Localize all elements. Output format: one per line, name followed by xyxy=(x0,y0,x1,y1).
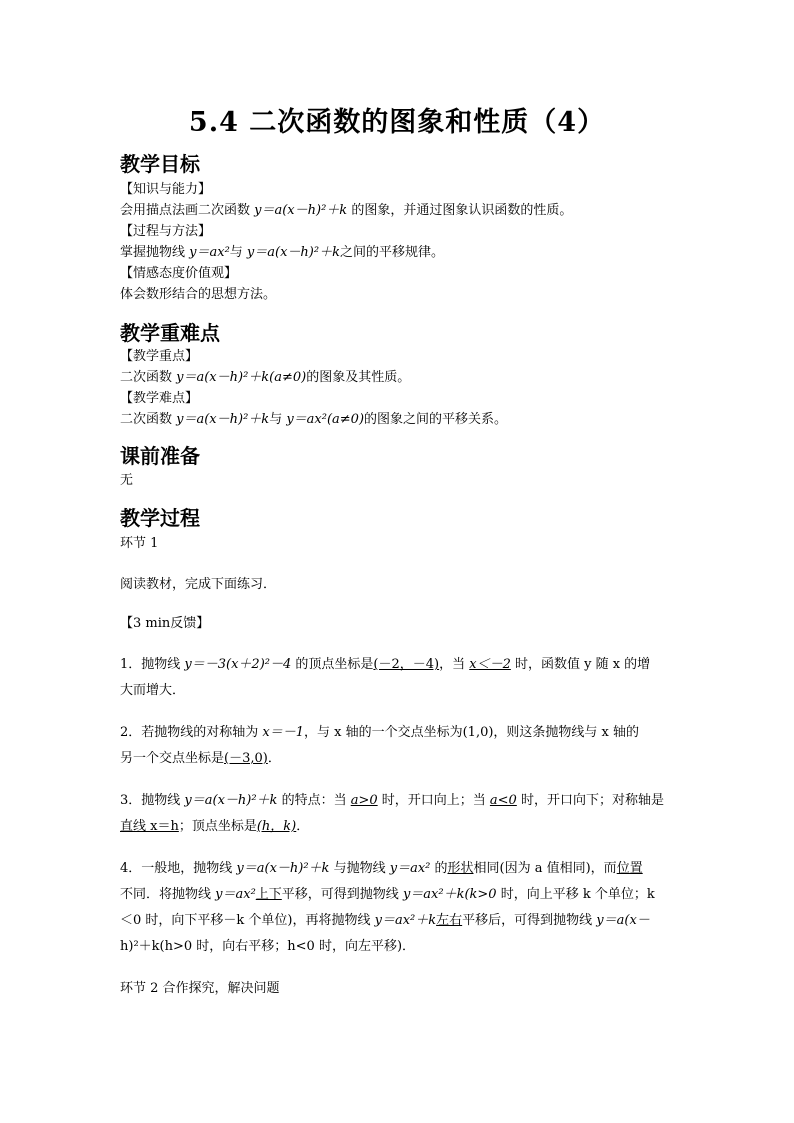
question-4-line-4: h)²＋k(h>0 时，向右平移；h<0 时，向左平移)． xyxy=(120,939,416,954)
difficulty-label: 【教学难点】 xyxy=(120,391,199,406)
question-2-line-2: 另一个交点坐标是(－3,0)． xyxy=(120,751,281,766)
question-4-line-1: 4．一般地，抛物线 y＝a(x－h)²＋k 与抛物线 y＝ax² 的形状相同(因为 a 值相同)，而位置 xyxy=(120,861,643,876)
link-2-label: 环节 2 合作探究，解决问题 xyxy=(120,981,280,996)
focus-label: 【教学重点】 xyxy=(120,349,199,364)
question-4-line-3: ＜0 时，向下平移－k 个单位)，再将抛物线 y＝ax²＋k左右平移后，可得到抛物线 y＝a(x－ xyxy=(120,913,650,928)
method-text: 掌握抛物线 y＝ax²与 y＝a(x－h)²＋k之间的平移规律。 xyxy=(120,245,444,260)
page-title: 5.4 二次函数的图象和性质（4） xyxy=(188,107,606,138)
section-heading-process: 教学过程 xyxy=(120,506,200,530)
difficulty-text: 二次函数 y＝a(x－h)²＋k与 y＝ax²(a≠0)的图象之间的平移关系。 xyxy=(120,412,508,427)
question-1-line-2: 大而增大． xyxy=(120,683,186,698)
prep-text: 无 xyxy=(120,473,134,488)
focus-text: 二次函数 y＝a(x－h)²＋k(a≠0)的图象及其性质。 xyxy=(120,370,411,385)
attitude-label: 【情感态度价值观】 xyxy=(120,266,238,281)
question-1-line-1: 1．抛物线 y＝－3(x＋2)²－4 的顶点坐标是(－2，－4)，当 x＜－2 时，函数值 y 随 x 的增 xyxy=(120,657,651,672)
section-heading-prep: 课前准备 xyxy=(120,444,200,468)
attitude-text: 体会数形结合的思想方法。 xyxy=(120,287,277,302)
feedback-label: 【3 min反馈】 xyxy=(120,616,210,631)
method-label: 【过程与方法】 xyxy=(120,224,212,239)
link-1-label: 环节 1 xyxy=(120,536,159,551)
section-heading-key-points: 教学重难点 xyxy=(120,321,220,345)
section-heading-goals: 教学目标 xyxy=(120,152,200,176)
knowledge-label: 【知识与能力】 xyxy=(120,182,212,197)
question-3-line-2: 直线 x＝h；顶点坐标是(h，k)． xyxy=(120,819,310,834)
knowledge-text: 会用描点法画二次函数 y＝a(x－h)²＋k 的图象，并通过图象认识函数的性质。 xyxy=(120,203,573,218)
instruction-text: 阅读教材，完成下面练习． xyxy=(120,577,277,592)
question-3-line-1: 3．抛物线 y＝a(x－h)²＋k 的特点：当 a>0 时，开口向上；当 a<0 时，开口向下；对称轴是 xyxy=(120,793,664,808)
question-4-line-2: 不同．将抛物线 y＝ax²上下平移，可得到抛物线 y＝ax²＋k(k>0 时，向上平移 k 个单位；k xyxy=(120,887,655,902)
question-2-line-1: 2．若抛物线的对称轴为 x＝－1，与 x 轴的一个交点坐标为(1,0)，则这条抛物线与 x 轴的 xyxy=(120,725,640,740)
